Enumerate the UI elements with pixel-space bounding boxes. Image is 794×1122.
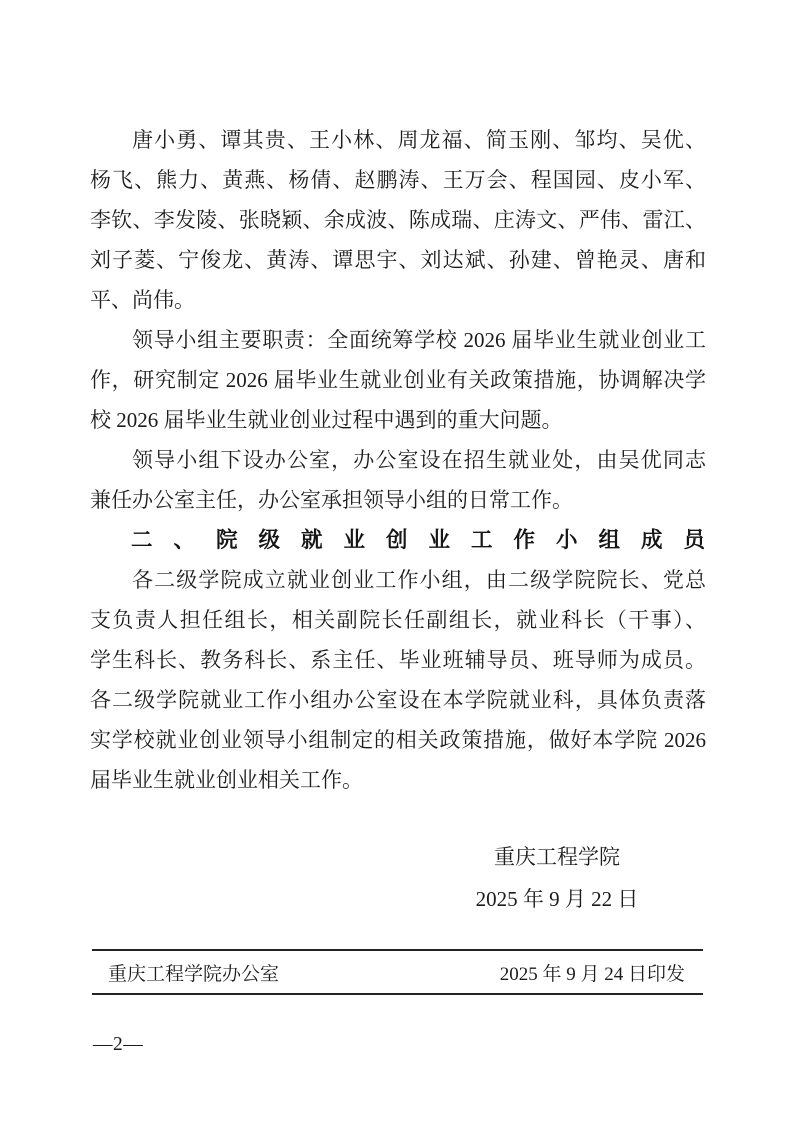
document-body	[90, 120, 706, 920]
body-line: 领导小组主要职责：全面统筹学校 2026 届毕业生就业创业工	[132, 328, 706, 352]
paragraph-group-duties	[90, 320, 706, 440]
body-line: 李钦、李发陵、张晓颖、余成波、陈成瑞、庄涛文、严伟、雷江、	[90, 208, 706, 232]
paragraph-members-list	[90, 120, 706, 320]
body-line: 支负责人担任组长，相关副院长任副组长，就业科长（干事）、	[90, 608, 706, 632]
body-line: 各二级学院成立就业创业工作小组，由二级学院院长、党总	[132, 568, 706, 592]
footer-issuing-office: 重庆工程学院办公室	[108, 963, 280, 985]
footer-imprint	[92, 949, 703, 995]
body-line: 领导小组下设办公室，办公室设在招生就业处，由吴优同志	[132, 448, 706, 472]
body-line: 学生科长、教务科长、系主任、毕业班辅导员、班导师为成员。	[90, 648, 706, 672]
body-line: 刘子菱、宁俊龙、黄涛、谭思宇、刘达斌、孙建、曾艳灵、唐和	[90, 248, 706, 272]
body-line: 唐小勇、谭其贵、王小林、周龙福、简玉刚、邹均、吴优、	[132, 128, 706, 152]
body-line: 杨飞、熊力、黄燕、杨倩、赵鹏涛、王万会、程国园、皮小军、	[90, 168, 706, 192]
signature-organization: 重庆工程学院	[494, 845, 620, 869]
paragraph-college-groups	[90, 560, 706, 800]
signature-date: 2025 年 9 月 22 日	[475, 887, 639, 911]
footer-row	[92, 951, 703, 993]
paragraph-group-office	[90, 440, 706, 520]
page-number: —2—	[93, 1034, 144, 1055]
footer-issue-date: 2025 年 9 月 24 日印发	[499, 963, 685, 985]
section-heading: 二、院级就业创业工作小组成员	[131, 528, 706, 552]
signature-block	[412, 836, 702, 920]
body-line: 校 2026 届毕业生就业创业过程中遇到的重大问题。	[90, 408, 563, 432]
body-line: 作，研究制定 2026 届毕业生就业创业有关政策措施，协调解决学	[90, 368, 706, 392]
body-line: 兼任办公室主任，办公室承担领导小组的日常工作。	[90, 488, 573, 512]
body-line: 实学校就业创业领导小组制定的相关政策措施，做好本学院 2026	[90, 728, 706, 752]
body-line: 各二级学院就业工作小组办公室设在本学院就业科，具体负责落	[90, 688, 706, 712]
body-line: 届毕业生就业创业相关工作。	[90, 768, 363, 792]
body-line: 平、尚伟。	[90, 288, 195, 312]
